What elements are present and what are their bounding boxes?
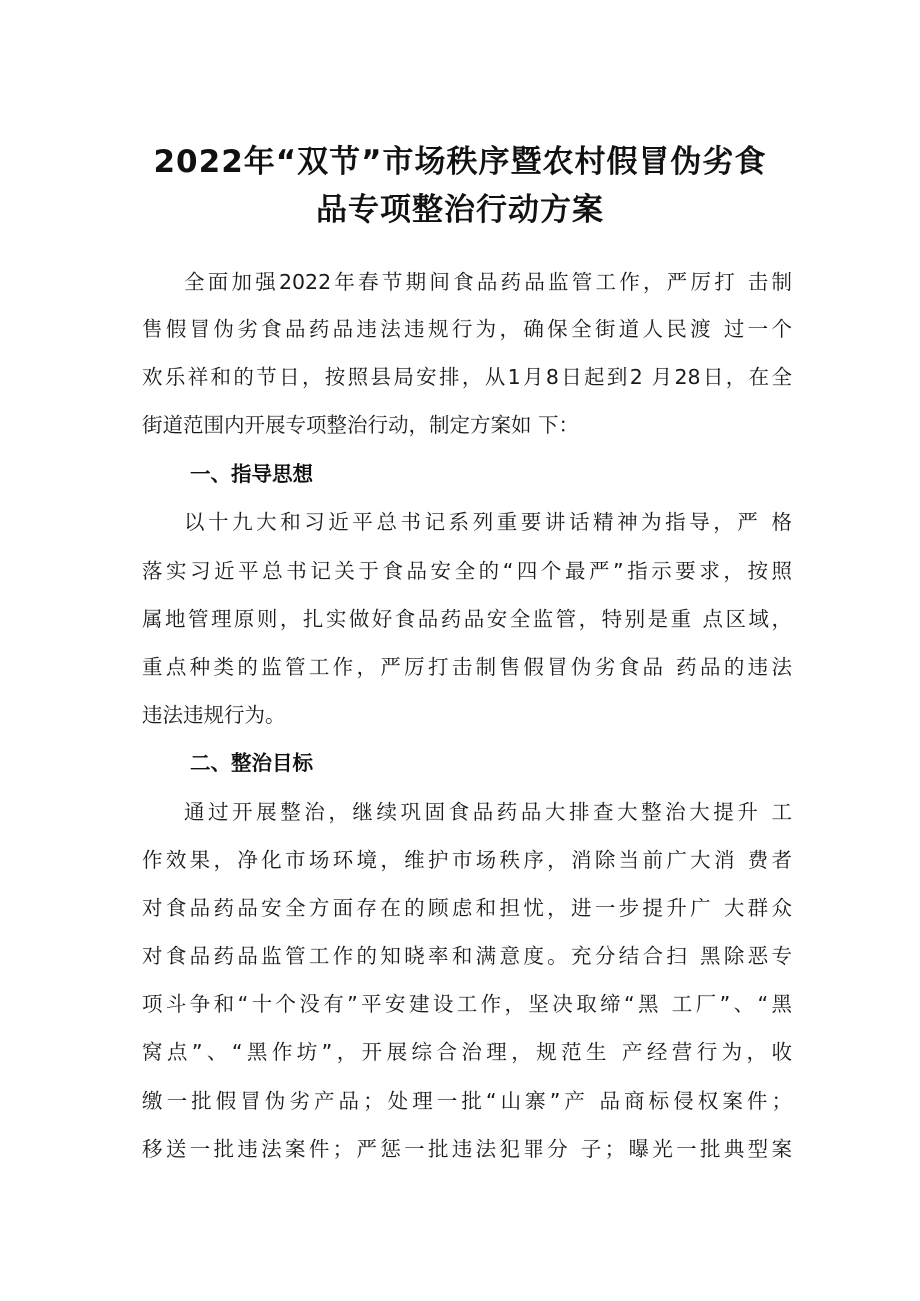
paragraph-line: 重点种类的监管工作，严厉打击制售假冒伪劣食品 药品的违法 (142, 655, 792, 679)
paragraph-line: 缴一批假冒伪劣产品；处理一批“山寨”产 品商标侵权案件； (142, 1089, 792, 1113)
paragraph-line: 以十九大和习近平总书记系列重要讲话精神为指导，严 格 (184, 510, 792, 534)
paragraph-line: 移送一批违法案件；严惩一批违法犯罪分 子；曝光一批典型案 (142, 1137, 792, 1161)
paragraph-line: 项斗争和“十个没有”平安建设工作，坚决取缔“黑 工厂”、“黑 (142, 992, 792, 1016)
paragraph-line: 全面加强2022年春节期间食品药品监管工作，严厉打 击制 (184, 270, 792, 294)
paragraph-line: 街道范围内开展专项整治行动，制定方案如 下： (142, 413, 580, 437)
section-heading-remediation-goals: 二、整治目标 (190, 751, 313, 775)
paragraph-line: 对食品药品监管工作的知晓率和满意度。充分结合扫 黑除恶专 (142, 944, 792, 968)
document-title-line-1: 2022年“双节”市场秩序暨农村假冒伪劣食 (153, 144, 767, 180)
paragraph-line: 欢乐祥和的节日，按照县局安排，从1月8日起到2 月28日，在全 (142, 365, 792, 389)
paragraph-line: 售假冒伪劣食品药品违法违规行为，确保全街道人民渡 过一个 (142, 317, 792, 341)
paragraph-line: 落实习近平总书记关于食品安全的“四个最严”指示要求，按照 (142, 559, 792, 583)
paragraph-line: 对食品药品安全方面存在的顾虑和担忧，进一步提升广 大群众 (142, 896, 792, 920)
paragraph-line: 作效果，净化市场环境，维护市场秩序，消除当前广大消 费者 (142, 848, 792, 872)
paragraph-line: 属地管理原则，扎实做好食品药品安全监管，特别是重 点区域， (142, 607, 792, 631)
document-title-line-2: 品专项整治行动方案 (316, 192, 604, 228)
paragraph-line: 窝点”、“黑作坊”，开展综合治理，规范生 产经营行为，收 (142, 1040, 792, 1064)
paragraph-line: 通过开展整治，继续巩固食品药品大排查大整治大提升 工 (184, 800, 792, 824)
paragraph-line: 违法违规行为。 (142, 703, 286, 727)
section-heading-guiding-ideology: 一、指导思想 (190, 462, 313, 486)
